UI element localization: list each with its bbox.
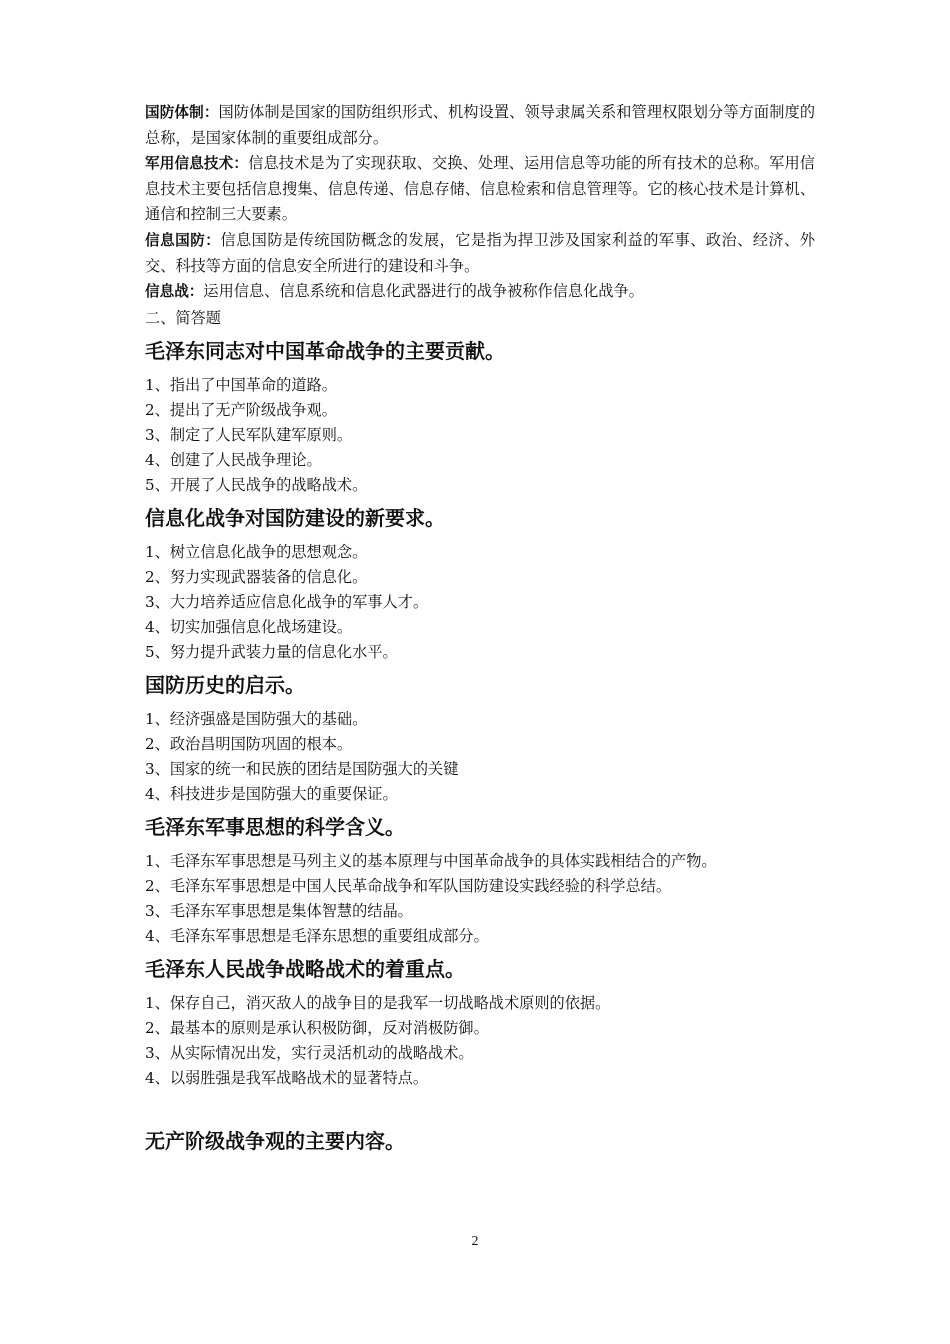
list-item: 3、大力培养适应信息化战争的军事人才。: [145, 592, 429, 611]
definition-text: 运用信息、信息系统和信息化武器进行的战争被称作信息化战争。: [203, 282, 644, 301]
section-heading: 毛泽东同志对中国革命战争的主要贡献。: [145, 338, 505, 363]
section-heading: 毛泽东军事思想的科学含义。: [145, 814, 405, 839]
list-item: 4、科技进步是国防强大的重要保证。: [145, 784, 398, 803]
definition-text: 信息技术是为了实现获取、交换、处理、运用信息等功能的所有技术的总称。军用信息技术主要包括信息搜集、信息传递、信息存储、信息检索和信息管理等。它的核心技术是计算机、通信和控制三大要素。: [145, 154, 815, 224]
definition-term: 国防体制：: [145, 104, 219, 121]
definition-paragraph: [145, 100, 815, 151]
list-item: 4、毛泽东军事思想是毛泽东思想的重要组成部分。: [145, 926, 489, 945]
list-item: 2、最基本的原则是承认积极防御，反对消极防御。: [145, 1018, 489, 1037]
spacer: [145, 1091, 815, 1121]
section-heading: 毛泽东人民战争战略战术的着重点。: [145, 956, 465, 981]
answer-list: [145, 540, 815, 665]
list-item: 1、经济强盛是国防强大的基础。: [145, 709, 368, 728]
list-item: 2、毛泽东军事思想是中国人民革命战争和军队国防建设实践经验的科学总结。: [145, 876, 672, 895]
list-item: 3、国家的统一和民族的团结是国防强大的关键: [145, 759, 459, 778]
page-number: 2: [471, 1234, 479, 1249]
answer-list: [145, 991, 815, 1091]
document-page: [145, 100, 815, 1163]
list-item: 4、切实加强信息化战场建设。: [145, 617, 353, 636]
list-item: 2、努力实现武器装备的信息化。: [145, 567, 368, 586]
definition-term: 信息国防：: [145, 231, 221, 249]
answer-list: [145, 849, 815, 949]
section-heading: 国防历史的启示。: [145, 672, 305, 697]
definition-paragraph: [145, 279, 815, 305]
list-item: 3、从实际情况出发，实行灵活机动的战略战术。: [145, 1043, 474, 1062]
list-item: 4、创建了人民战争理论。: [145, 450, 322, 469]
definition-term: 信息战：: [145, 283, 204, 301]
list-item: 1、毛泽东军事思想是马列主义的基本原理与中国革命战争的具体实践相结合的产物。: [145, 851, 717, 870]
answer-list: [145, 707, 815, 807]
section-label: 二、简答题: [145, 308, 221, 327]
list-item: 1、树立信息化战争的思想观念。: [145, 542, 368, 561]
list-item: 3、毛泽东军事思想是集体智慧的结晶。: [145, 901, 413, 920]
list-item: 1、指出了中国革命的道路。: [145, 375, 337, 394]
answer-list: [145, 373, 815, 498]
list-item: 1、保存自己，消灭敌人的战争目的是我军一切战略战术原则的依据。: [145, 993, 611, 1012]
definition-term: 军用信息技术：: [145, 155, 249, 173]
list-item: 5、努力提升武装力量的信息化水平。: [145, 642, 398, 661]
definition-paragraph: [145, 151, 815, 228]
list-item: 2、提出了无产阶级战争观。: [145, 400, 337, 419]
section-heading: 无产阶级战争观的主要内容。: [145, 1128, 405, 1153]
definition-paragraph: [145, 228, 815, 279]
definition-text: 信息国防是传统国防概念的发展，它是指为捍卫涉及国家利益的军事、政治、经济、外交、科技等方面的信息安全所进行的建设和斗争。: [145, 230, 815, 275]
list-item: 5、开展了人民战争的战略战术。: [145, 475, 368, 494]
list-item: 4、以弱胜强是我军战略战术的显著特点。: [145, 1068, 429, 1087]
list-item: 3、制定了人民军队建军原则。: [145, 425, 353, 444]
definition-text: 国防体制是国家的国防组织形式、机构设置、领导隶属关系和管理权限划分等方面制度的总称，是国家体制的重要组成部分。: [145, 103, 815, 147]
list-item: 2、政治昌明国防巩固的根本。: [145, 734, 353, 753]
section-heading: 信息化战争对国防建设的新要求。: [145, 505, 445, 530]
